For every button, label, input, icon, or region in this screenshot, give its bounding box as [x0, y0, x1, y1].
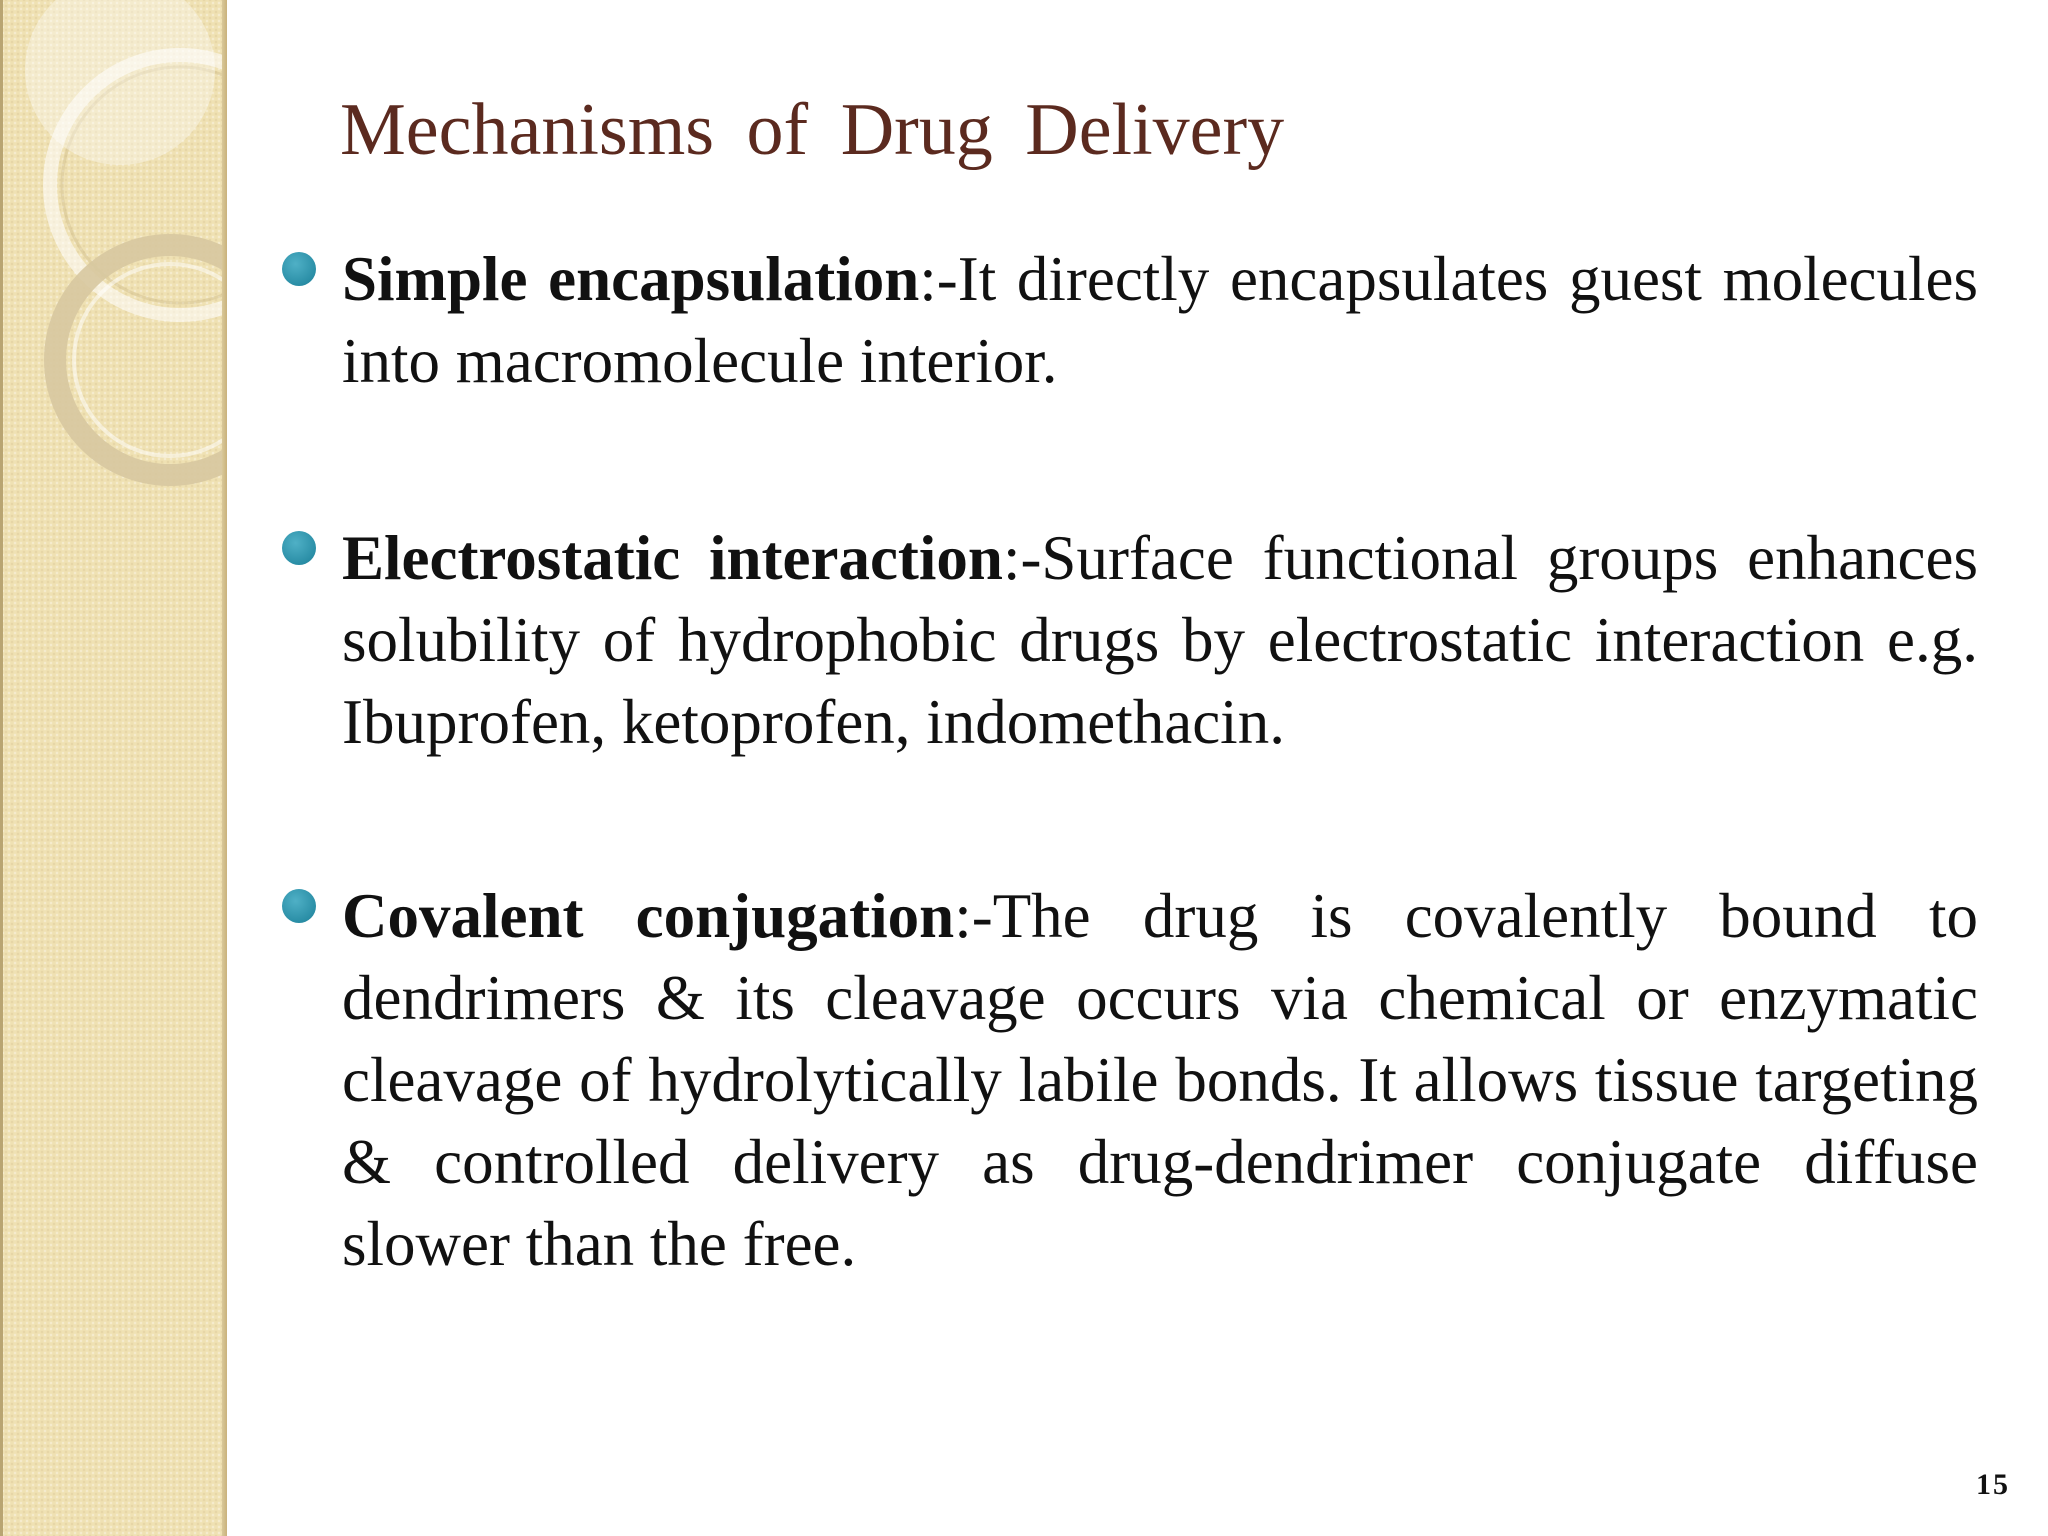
side-band-edge — [222, 0, 227, 1536]
decorative-rings — [0, 0, 227, 520]
page-number: 15 — [1976, 1468, 2010, 1501]
slide-title: Mechanisms of Drug Delivery — [340, 89, 1285, 171]
bullet-dot-icon — [282, 531, 316, 565]
bullet-term: Electrostatic interaction — [342, 523, 1003, 593]
bullet-item-simple-encapsulation — [282, 238, 1978, 402]
bullet-item-electrostatic-interaction — [282, 517, 1978, 763]
bullet-text: :-Surface functional groups enhances solubility of hydrophobic drugs by electrostatic interaction e.g. Ibuprofen, ketoprofen, indomethacin. — [342, 523, 1978, 757]
bullet-term: Covalent conjugation — [342, 881, 955, 951]
bullet-text: :-It directly encapsulates guest molecules into macromolecule interior. — [342, 244, 1978, 396]
bullet-list — [282, 238, 1978, 1285]
bullet-dot-icon — [282, 252, 316, 286]
bullet-term: Simple encapsulation — [342, 244, 920, 314]
bullet-dot-icon — [282, 889, 316, 923]
bullet-item-covalent-conjugation — [282, 875, 1978, 1285]
bullet-text: :-The drug is covalently bound to dendrimers & its cleavage occurs via chemical or enzymatic cleavage of hydrolytically labile bonds. It allows tissue targeting & controlled delivery as drug-dendrimer conjugate diffuse slower than the free. — [342, 881, 1978, 1279]
